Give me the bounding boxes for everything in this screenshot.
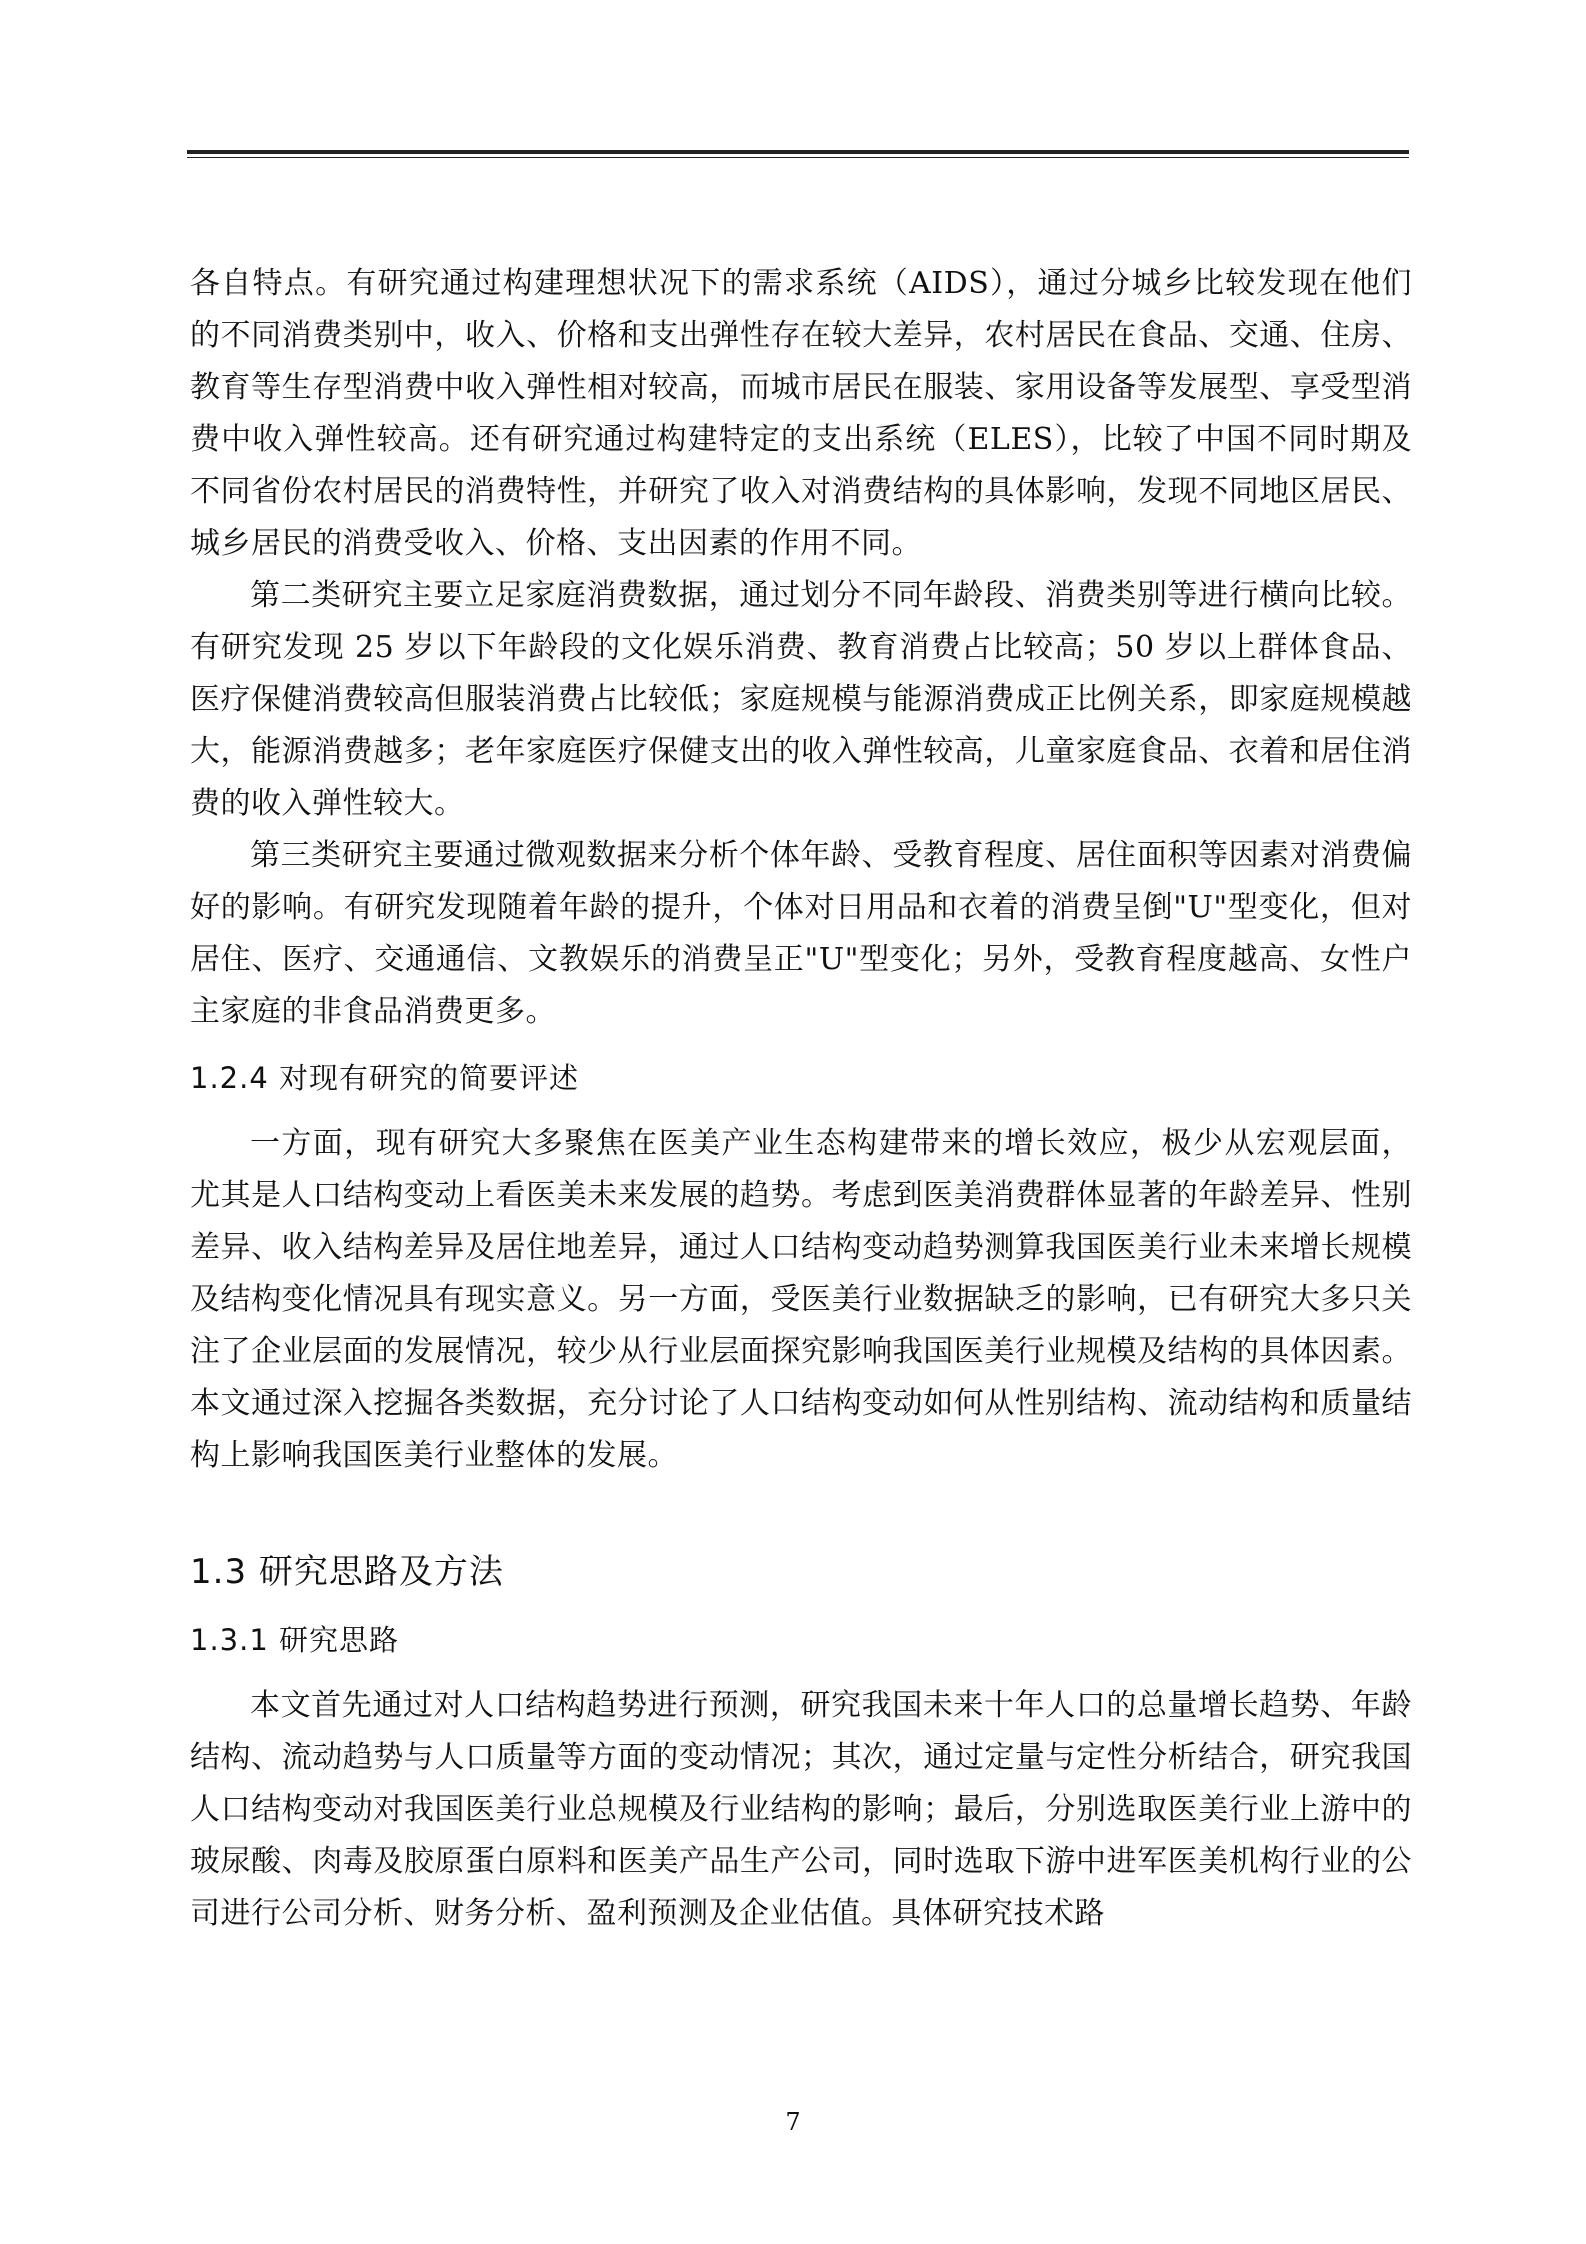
heading-1-3: 1.3 研究思路及方法 xyxy=(190,1552,504,1592)
heading-1-2-4: 1.2.4 对现有研究的简要评述 xyxy=(190,1061,580,1095)
paragraph-aids-eles: 各自特点。有研究通过构建理想状况下的需求系统（AIDS），通过分城乡比较发现在他们的不同消费类别中，收入、价格和支出弹性存在较大差异，农村居民在食品、交通、住房、教育等生存型消费中收入弹性相对较高，而城市居民在服装、家用设备等发展型、享受型消费中收入弹性较高。还有研究通过构建特定的支出系统（ELES），比较了中国不同时期及不同省份农村居民的消费特性，并研究了收入对消费结构的具体影响，发现不同地区居民、城乡居民的消费受收入、价格、支出因素的作用不同。 xyxy=(190,266,1412,561)
header-rule-thick xyxy=(187,150,1409,154)
heading-1-3-1: 1.3.1 研究思路 xyxy=(190,1623,400,1657)
paragraph-research-approach: 本文首先通过对人口结构趋势进行预测，研究我国未来十年人口的总量增长趋势、年龄结构、流动趋势与人口质量等方面的变动情况；其次，通过定量与定性分析结合，研究我国人口结构变动对我国医美行业总规模及行业结构的影响；最后，分别选取医美行业上游中的玻尿酸、肉毒及胶原蛋白原料和医美产品生产公司，同时选取下游中进军医美机构行业的公司进行公司分析、财务分析、盈利预测及企业估值。具体研究技术路 xyxy=(190,1688,1412,1931)
header-rule-thin xyxy=(187,157,1409,158)
paragraph-second-category: 第二类研究主要立足家庭消费数据，通过划分不同年龄段、消费类别等进行横向比较。有研究发现 25 岁以下年龄段的文化娱乐消费、教育消费占比较高；50 岁以上群体食品、医疗保健消费较高但服装消费占比较低；家庭规模与能源消费成正比例关系，即家庭规模越大，能源消费越多；老年家庭医疗保健支出的收入弹性较高，儿童家庭食品、衣着和居住消费的收入弹性较大。 xyxy=(190,578,1412,821)
paragraph-review: 一方面，现有研究大多聚焦在医美产业生态构建带来的增长效应，极少从宏观层面， 尤其是人口结构变动上看医美未来发展的趋势。考虑到医美消费群体显著的年龄差异、性别差异、收入结构差异及居住地差异，通过人口结构变动趋势测算我国医美行业未来增长规模及结构变化情况具有现实意义。另一方面，受医美行业数据缺乏的影响，已有研究大多只关注了企业层面的发展情况，较少从行业层面探究影响我国医美行业规模及结构的具体因素。本文通过深入挖掘各类数据，充分讨论了人口结构变动如何从性别结构、流动结构和质量结构上影响我国医美行业整体的发展。 xyxy=(190,1126,1412,1473)
page-number: 7 xyxy=(785,2108,801,2136)
page-body xyxy=(190,258,1412,1940)
paragraph-third-category: 第三类研究主要通过微观数据来分析个体年龄、受教育程度、居住面积等因素对消费偏好的影响。有研究发现随着年龄的提升，个体对日用品和衣着的消费呈倒"U"型变化，但对居住、医疗、交通通信、文教娱乐的消费呈正"U"型变化；另外，受教育程度越高、女性户主家庭的非食品消费更多。 xyxy=(190,838,1412,1029)
